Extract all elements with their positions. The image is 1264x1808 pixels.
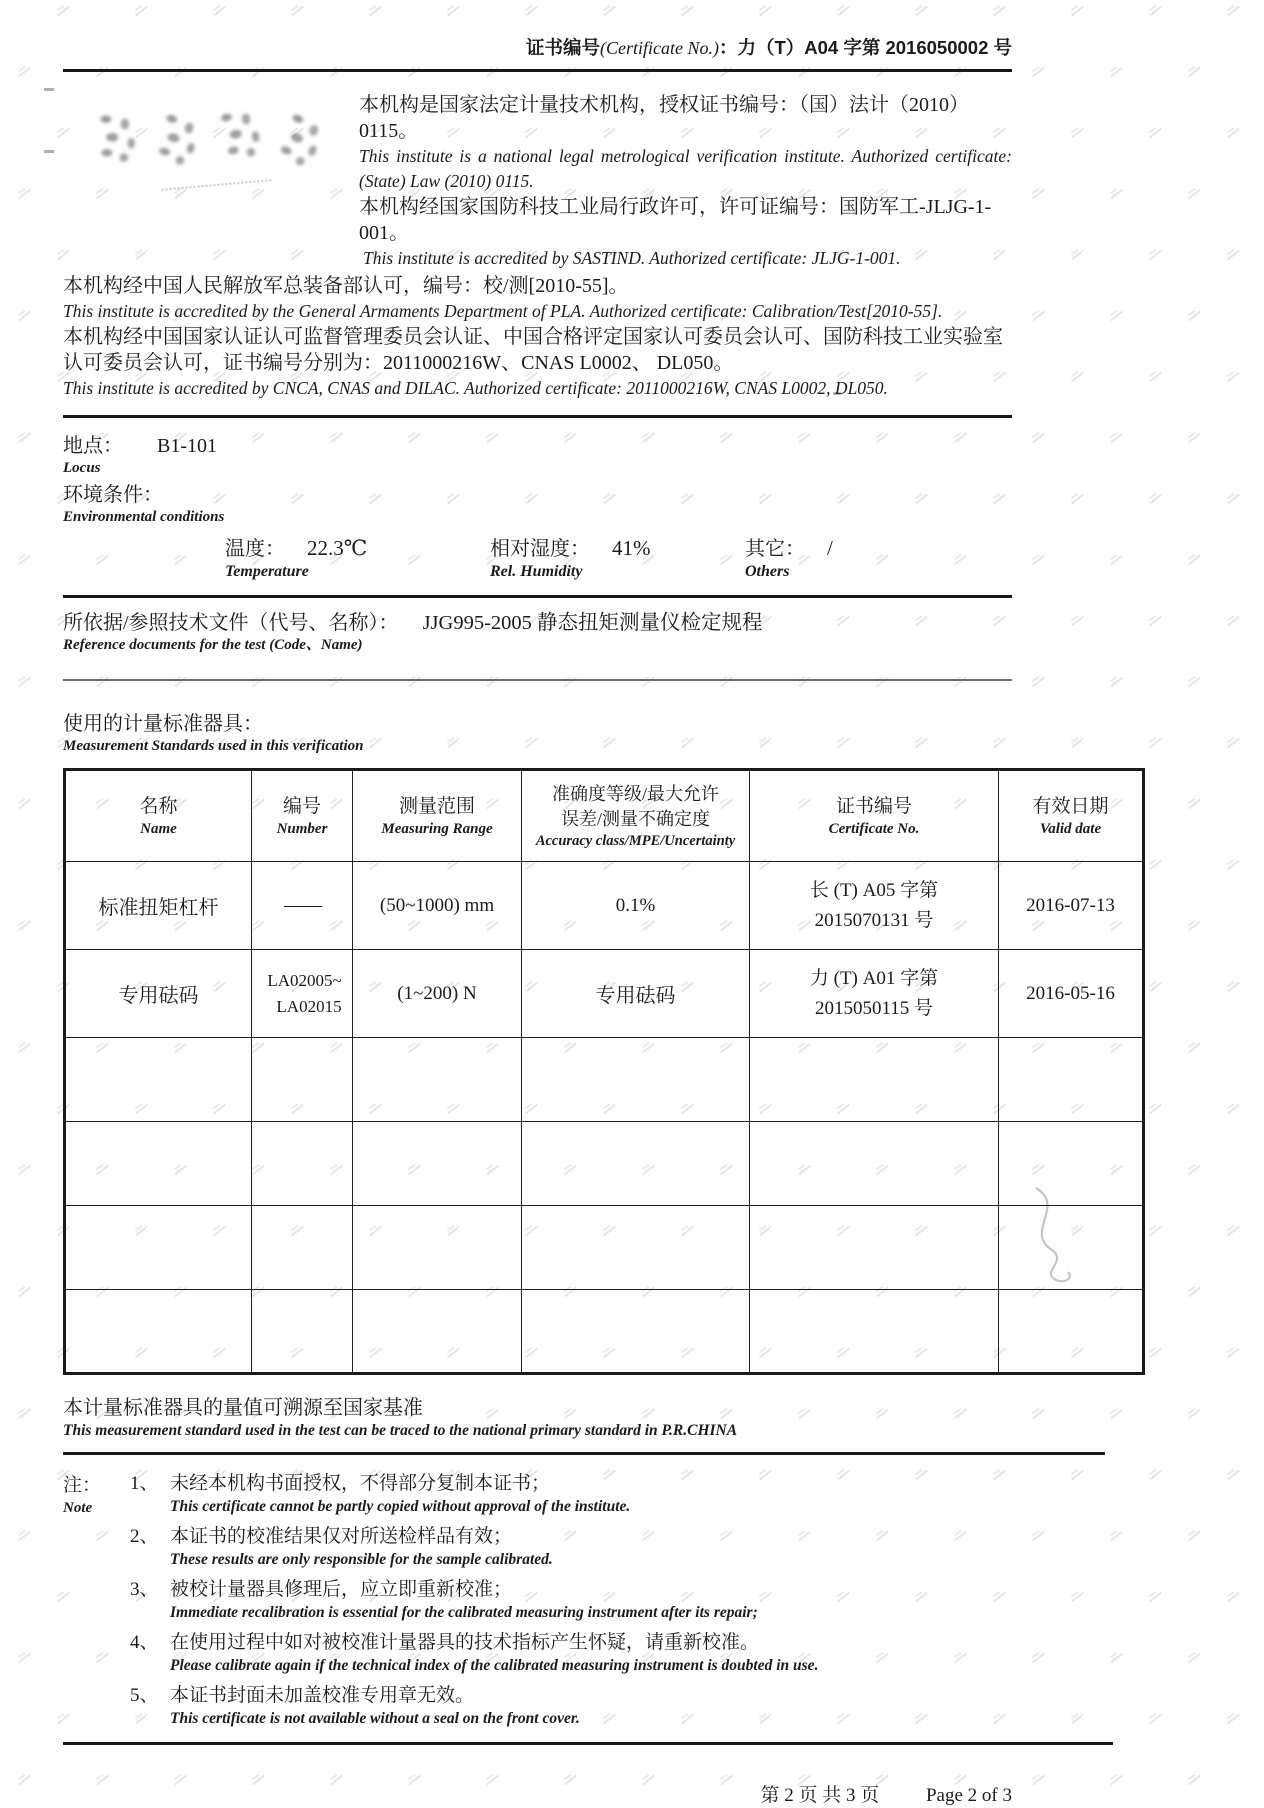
humidity-item	[490, 535, 745, 581]
note-number: 3、	[130, 1579, 159, 1600]
page-number-en: Page 2 of 3	[925, 1785, 1012, 1806]
col-header-name	[65, 770, 252, 862]
empty-cell	[353, 1290, 522, 1374]
col-number-en: Number	[276, 820, 328, 837]
note-number: 2、	[130, 1526, 159, 1547]
col-name-cn: 名称	[139, 795, 178, 817]
empty-cell	[522, 1206, 750, 1290]
std2-accuracy: 专用砝码	[522, 950, 750, 1038]
reference-section	[63, 610, 1264, 655]
std1-cert-line2: 2015070131 号	[814, 909, 934, 931]
empty-cell	[522, 1290, 750, 1374]
empty-cell	[750, 1290, 999, 1374]
others-pair	[745, 535, 833, 562]
reference-label-en: Reference documents for the test (Code、Name)	[63, 637, 363, 653]
notes-items	[130, 1471, 1068, 1729]
accreditation-text	[359, 92, 1012, 271]
empty-cell	[252, 1206, 353, 1290]
col-number-cn: 编号	[282, 795, 321, 817]
note-text-en: This certificate is not available without a seal on the front cover.	[170, 1710, 580, 1727]
accreditation-wide-block	[63, 273, 1012, 401]
std1-cert-line1: 长 (T) A05 字第	[809, 879, 939, 901]
standards-row-2	[65, 950, 1144, 1038]
standards-empty-row	[65, 1290, 1144, 1374]
note-body	[170, 1630, 818, 1676]
page-number-cn: 第 2 页 共 3 页	[760, 1785, 880, 1806]
note-item-2	[130, 1524, 1068, 1570]
note-number: 5、	[130, 1685, 159, 1706]
empty-cell	[65, 1122, 252, 1206]
empty-cell	[750, 1206, 999, 1290]
standards-table-header-row	[65, 770, 1144, 862]
empty-cell	[65, 1206, 252, 1290]
accreditation-line-en: This institute is accredited by the General Armaments Department of PLA. Authorized certificate: Calibration/Test[2010-55].	[63, 301, 943, 321]
note-item-1	[130, 1471, 1068, 1517]
col-name-en: Name	[140, 820, 177, 837]
accreditation-line-cn: 本机构经国家国防科技工业局行政许可，许可证编号：国防军工-JLJG-1-001。	[359, 196, 992, 244]
seal-script-mark	[161, 169, 272, 191]
calligraphy-seal	[91, 92, 353, 271]
traceability-en: This measurement standard used in the test can be traced to the national primary standard in P.R.CHINA	[63, 1422, 738, 1439]
others-label-cn: 其它：	[745, 538, 805, 560]
std1-name: 标准扭矩杠杆	[65, 862, 252, 950]
empty-cell	[750, 1038, 999, 1122]
location-label-cn: 地点：	[63, 435, 123, 457]
cert-no-label-en: (Certificate No.)	[599, 38, 719, 58]
note-body	[170, 1471, 630, 1517]
page-footer	[63, 1780, 1012, 1807]
env-label-en: Environmental conditions	[63, 509, 225, 525]
empty-cell	[65, 1290, 252, 1374]
std2-range: (1~200) N	[353, 950, 522, 1038]
section-rule-faint	[63, 679, 1012, 681]
std2-number-line2: LA02015	[276, 996, 342, 1016]
empty-cell	[999, 1206, 1144, 1290]
seal-glyph	[267, 101, 339, 176]
seal-glyph	[209, 98, 272, 166]
std2-number	[252, 950, 353, 1038]
seal-characters	[91, 106, 353, 166]
others-value: /	[827, 536, 833, 560]
traceability-section	[63, 1395, 1264, 1440]
std1-validdate: 2016-07-13	[999, 862, 1144, 950]
std2-number-line1: LA02005~	[267, 970, 342, 990]
note-item-4	[130, 1630, 1068, 1676]
note-item-5	[130, 1683, 1068, 1729]
temperature-value: 22.3℃	[307, 536, 368, 560]
cert-no-value: ：力（T）A04 字第 2016050002 号	[718, 37, 1012, 58]
col-header-validdate	[999, 770, 1144, 862]
location-label-en: Locus	[63, 460, 101, 476]
col-accuracy-cn1: 准确度等级/最大允许	[551, 783, 719, 804]
note-text-cn: 本证书的校准结果仅对所送检样品有效；	[170, 1526, 513, 1547]
header-rule	[63, 69, 1012, 72]
col-cert-en: Certificate No.	[828, 820, 920, 837]
standards-empty-row	[65, 1122, 1144, 1206]
notes-label-en: Note	[63, 1500, 93, 1516]
empty-cell	[353, 1122, 522, 1206]
std1-accuracy: 0.1%	[522, 862, 750, 950]
certificate-number-line	[63, 34, 1012, 60]
accreditation-line-cn: 本机构是国家法定计量技术机构，授权证书编号：（国）法计（2010）0115。	[359, 94, 969, 142]
note-body	[170, 1577, 758, 1623]
temperature-item	[225, 535, 490, 581]
reference-value: JJG995-2005 静态扭矩测量仪检定规程	[422, 612, 763, 634]
temperature-label-en: Temperature	[225, 563, 309, 580]
std2-certno	[750, 950, 999, 1038]
empty-cell	[65, 1038, 252, 1122]
section-rule	[63, 415, 1012, 418]
std1-range: (50~1000) mm	[353, 862, 522, 950]
std1-number: ——	[252, 862, 353, 950]
reference-row	[63, 610, 1264, 636]
accreditation-line-cn: 本机构经中国人民解放军总装备部认可，编号：校/测[2010-55]。	[63, 275, 629, 297]
intro-section	[63, 92, 1012, 271]
empty-cell	[522, 1122, 750, 1206]
note-text-en: This certificate cannot be partly copied without approval of the institute.	[170, 1498, 631, 1515]
col-header-accuracy	[522, 770, 750, 862]
location-row	[63, 433, 1264, 459]
environment-values-row	[225, 535, 1264, 581]
seal-glyph	[146, 102, 212, 173]
notes-section	[63, 1471, 1068, 1729]
note-text-en: Immediate recalibration is essential for the calibrated measuring instrument after its repair;	[170, 1604, 758, 1621]
humidity-value: 41%	[612, 536, 651, 560]
seal-glyph	[91, 106, 144, 166]
traceability-cn: 本计量标准器具的量值可溯源至国家基准	[63, 1397, 423, 1419]
temperature-label-cn: 温度：	[225, 538, 285, 560]
empty-cell	[750, 1122, 999, 1206]
notes-label	[63, 1473, 101, 1518]
empty-cell	[999, 1290, 1144, 1374]
section-rule	[63, 1452, 1105, 1455]
note-body	[170, 1683, 580, 1729]
std2-name: 专用砝码	[65, 950, 252, 1038]
col-header-number	[252, 770, 353, 862]
humidity-pair	[490, 535, 745, 562]
humidity-label-en: Rel. Humidity	[490, 563, 583, 580]
standards-table	[63, 768, 1145, 1375]
col-accuracy-en: Accuracy class/MPE/Uncertainty	[535, 832, 736, 849]
note-text-cn: 未经本机构书面授权，不得部分复制本证书；	[170, 1473, 551, 1494]
col-valid-en: Valid date	[1039, 820, 1102, 837]
col-valid-cn: 有效日期	[1032, 795, 1109, 817]
col-cert-cn: 证书编号	[835, 795, 912, 817]
standards-empty-row	[65, 1206, 1144, 1290]
col-accuracy-cn2: 误差/测量不确定度	[560, 808, 710, 829]
others-label-en: Others	[745, 563, 790, 580]
note-item-3	[130, 1577, 1068, 1623]
section-rule	[63, 595, 1012, 598]
temperature-pair	[225, 535, 490, 562]
accreditation-line-en: This institute is accredited by CNCA, CNAS and DILAC. Authorized certificate: 2011000216W, CNAS L0002, DL050.	[63, 378, 888, 398]
empty-cell	[522, 1038, 750, 1122]
standards-empty-row	[65, 1038, 1144, 1122]
note-text-cn: 被校计量器具修理后，应立即重新校准；	[170, 1579, 513, 1600]
note-text-en: Please calibrate again if the technical index of the calibrated measuring instrument is doubted in use.	[170, 1657, 819, 1674]
standards-title-en: Measurement Standards used in this verification	[63, 738, 364, 754]
empty-cell	[252, 1290, 353, 1374]
col-header-range	[353, 770, 522, 862]
std2-cert-line2: 2015050115 号	[814, 997, 934, 1019]
accreditation-line-en: This institute is accredited by SASTIND. Authorized certificate: JLJG-1-001.	[363, 248, 901, 268]
note-text-en: These results are only responsible for the sample calibrated.	[170, 1551, 553, 1568]
note-body	[170, 1524, 553, 1570]
footer-rule	[63, 1742, 1113, 1745]
note-number: 1、	[130, 1473, 159, 1494]
empty-cell	[252, 1122, 353, 1206]
col-range-cn: 测量范围	[398, 795, 475, 817]
others-item	[745, 535, 833, 581]
note-text-cn: 在使用过程中如对被校准计量器具的技术指标产生怀疑，请重新校准。	[170, 1632, 760, 1653]
standards-row-1	[65, 862, 1144, 950]
location-section	[63, 433, 1264, 581]
location-value: B1-101	[157, 435, 217, 457]
std1-certno	[750, 862, 999, 950]
cert-no-label-cn: 证书编号	[525, 37, 600, 58]
note-number: 4、	[130, 1632, 159, 1653]
accreditation-line-en: This institute is a national legal metrological verification institute. Authorized certificate: (State) Law (2010) 0115.	[359, 146, 1012, 191]
env-label-cn: 环境条件：	[63, 484, 163, 506]
empty-cell	[999, 1122, 1144, 1206]
std2-cert-line1: 力 (T) A01 字第	[809, 967, 939, 989]
empty-cell	[999, 1038, 1144, 1122]
std2-validdate: 2016-05-16	[999, 950, 1144, 1038]
humidity-label-cn: 相对湿度：	[490, 538, 590, 560]
empty-cell	[252, 1038, 353, 1122]
standards-title	[63, 711, 1264, 756]
empty-cell	[353, 1206, 522, 1290]
note-text-cn: 本证书封面未加盖校准专用章无效。	[170, 1685, 475, 1706]
notes-label-cn: 注：	[63, 1475, 102, 1496]
col-header-certno	[750, 770, 999, 862]
empty-cell	[353, 1038, 522, 1122]
reference-label-cn: 所依据/参照技术文件（代号、名称）：	[63, 612, 399, 634]
col-range-en: Measuring Range	[381, 820, 493, 837]
standards-title-cn: 使用的计量标准器具：	[63, 713, 263, 735]
accreditation-line-cn: 本机构经中国国家认证认可监督管理委员会认证、中国合格评定国家认可委员会认可、国防科技工业实验室认可委员会认可，证书编号分别为：2011000216W、CNAS L0002、 DL050。	[63, 326, 1003, 374]
